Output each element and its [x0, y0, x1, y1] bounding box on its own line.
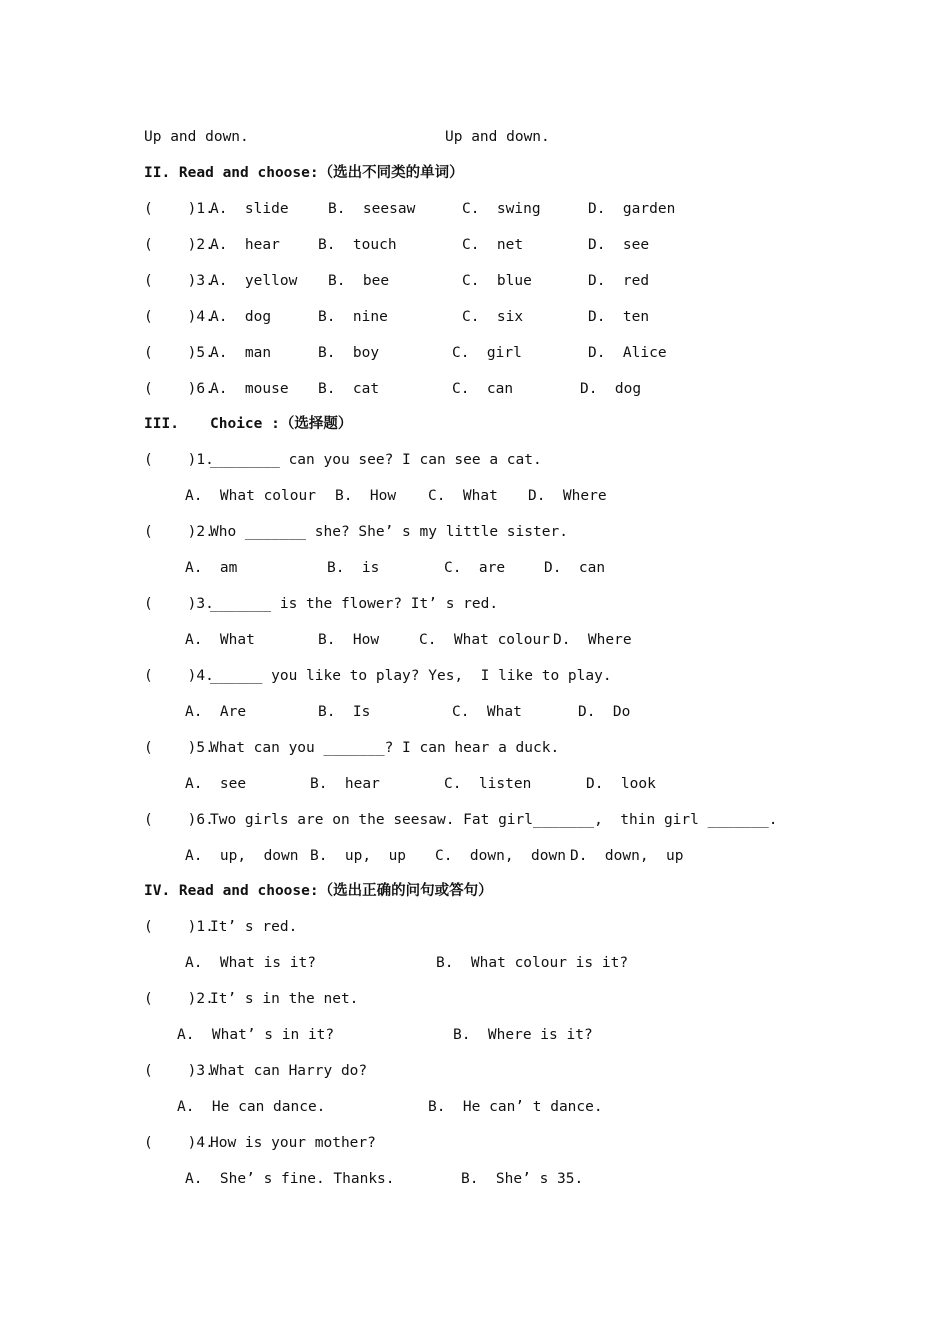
option-b: B. nine [318, 309, 388, 325]
section-3-number: III. [144, 416, 179, 432]
option-c: C. What [428, 488, 498, 504]
option-c: C. six [462, 309, 524, 325]
question-bracket: ( )5. [144, 740, 214, 756]
question-text: It’ s in the net. [210, 991, 359, 1007]
option-a: A. What’ s in it? [177, 1027, 335, 1043]
option-b: B. bee [328, 273, 390, 289]
option-b: B. hear [310, 776, 380, 792]
option-b: B. Is [318, 704, 371, 720]
option-c: C. swing [462, 201, 541, 217]
question-text: Two girls are on the seesaw. Fat girl_______, thin girl _______. [210, 812, 778, 828]
question-text: How is your mother? [210, 1135, 376, 1151]
option-b: B. touch [318, 237, 397, 253]
option-c: C. net [462, 237, 524, 253]
option-b: B. Where is it? [453, 1027, 593, 1043]
section-2-heading: II. Read and choose:（选出不同类的单词） [144, 165, 464, 181]
option-d: D. Where [528, 488, 607, 504]
option-c: C. blue [462, 273, 532, 289]
question-text: Who _______ she? She’ s my little sister. [210, 524, 568, 540]
question-text: ______ you like to play? Yes, I like to play. [210, 668, 612, 684]
option-c: C. down, down [435, 848, 566, 864]
question-text: ________ can you see? I can see a cat. [210, 452, 542, 468]
question-text: What can you _______? I can hear a duck. [210, 740, 560, 756]
option-b: B. He can’ t dance. [428, 1099, 603, 1115]
option-d: D. ten [588, 309, 650, 325]
option-a: A. slide [210, 201, 289, 217]
question-bracket: ( )1. [144, 919, 214, 935]
question-bracket: ( )4. [144, 309, 214, 325]
option-b: B. How [318, 632, 380, 648]
option-a: A. She’ s fine. Thanks. [185, 1171, 395, 1187]
option-b: B. She’ s 35. [461, 1171, 584, 1187]
option-c: C. girl [452, 345, 522, 361]
option-c: C. What colour [419, 632, 550, 648]
option-d: D. look [586, 776, 656, 792]
option-d: D. Do [578, 704, 631, 720]
option-d: D. see [588, 237, 650, 253]
option-a: A. dog [210, 309, 272, 325]
option-c: C. listen [444, 776, 532, 792]
question-text: It’ s red. [210, 919, 298, 935]
question-bracket: ( )3. [144, 1063, 214, 1079]
option-b: B. How [335, 488, 397, 504]
option-a: A. up, down [185, 848, 299, 864]
option-d: D. can [544, 560, 606, 576]
option-a: A. yellow [210, 273, 298, 289]
option-b: B. up, up [310, 848, 407, 864]
question-bracket: ( )4. [144, 668, 214, 684]
question-bracket: ( )6. [144, 381, 214, 397]
option-a: A. mouse [210, 381, 289, 397]
option-b: B. is [327, 560, 380, 576]
question-bracket: ( )2. [144, 991, 214, 1007]
question-bracket: ( )1. [144, 201, 214, 217]
option-c: C. are [444, 560, 506, 576]
question-text: _______ is the flower? It’ s red. [210, 596, 499, 612]
section-3-heading: Choice :（选择题） [210, 416, 353, 432]
option-d: D. red [588, 273, 650, 289]
option-a: A. What colour [185, 488, 316, 504]
question-bracket: ( )3. [144, 596, 214, 612]
question-bracket: ( )6. [144, 812, 214, 828]
option-c: C. can [452, 381, 514, 397]
option-a: A. Are [185, 704, 247, 720]
option-a: A. see [185, 776, 247, 792]
option-d: D. dog [580, 381, 642, 397]
question-bracket: ( )5. [144, 345, 214, 361]
option-b: B. boy [318, 345, 380, 361]
question-bracket: ( )3. [144, 273, 214, 289]
top-left-text: Up and down. [144, 129, 249, 145]
option-b: B. cat [318, 381, 380, 397]
option-a: A. man [210, 345, 272, 361]
top-right-text: Up and down. [445, 129, 550, 145]
option-a: A. What is it? [185, 955, 316, 971]
option-a: A. hear [210, 237, 280, 253]
question-bracket: ( )2. [144, 237, 214, 253]
option-a: A. What [185, 632, 255, 648]
option-a: A. am [185, 560, 238, 576]
section-4-heading: IV. Read and choose:（选出正确的问句或答句） [144, 883, 493, 899]
option-d: D. Alice [588, 345, 667, 361]
option-b: B. What colour is it? [436, 955, 629, 971]
option-d: D. Where [553, 632, 632, 648]
option-c: C. What [452, 704, 522, 720]
question-text: What can Harry do? [210, 1063, 368, 1079]
option-d: D. down, up [570, 848, 684, 864]
question-bracket: ( )2. [144, 524, 214, 540]
question-bracket: ( )4. [144, 1135, 214, 1151]
question-bracket: ( )1. [144, 452, 214, 468]
option-d: D. garden [588, 201, 676, 217]
option-b: B. seesaw [328, 201, 416, 217]
option-a: A. He can dance. [177, 1099, 326, 1115]
